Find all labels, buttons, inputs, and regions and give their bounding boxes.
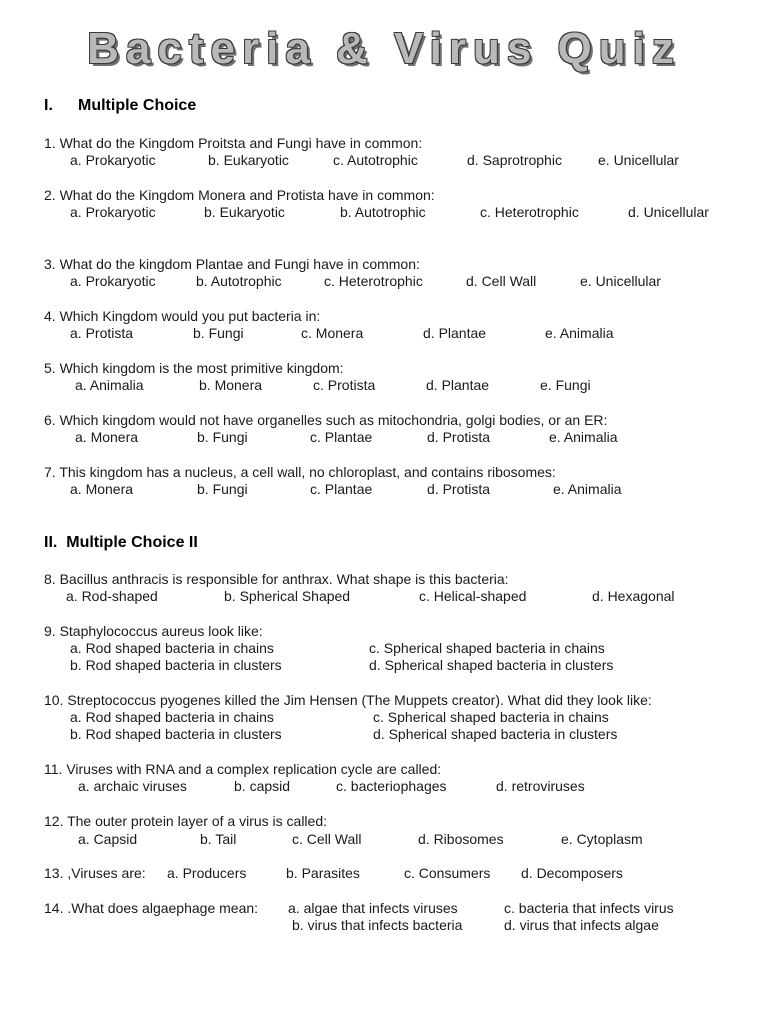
page-title: Bacteria & Virus Quiz <box>87 24 681 73</box>
answer-option[interactable]: d. Plantae <box>426 377 490 393</box>
question-6: 6. Which kingdom would not have organelles such as mitochondria, golgi bodies, or an ER: <box>44 412 608 428</box>
answer-option[interactable]: b. Tail <box>200 831 237 847</box>
answer-option[interactable]: a. Producers <box>167 865 247 881</box>
answer-option[interactable]: b. Rod shaped bacteria in clusters <box>70 657 282 673</box>
section-heading-1 <box>44 97 196 115</box>
answer-option[interactable]: a. Rod shaped bacteria in chains <box>70 640 274 656</box>
answer-option[interactable]: c. Consumers <box>404 865 491 881</box>
answer-option[interactable]: c. bacteria that infects virus <box>504 900 674 916</box>
answer-option[interactable]: d. retroviruses <box>496 778 585 794</box>
answer-option[interactable]: c. Spherical shaped bacteria in chains <box>369 640 605 656</box>
answer-option[interactable]: e. Animalia <box>553 481 622 497</box>
answer-option[interactable]: c. Heterotrophic <box>324 273 423 289</box>
answer-option[interactable]: a. archaic viruses <box>78 778 187 794</box>
answer-option[interactable]: a. Monera <box>70 481 134 497</box>
question-14: 14. .What does algaephage mean: <box>44 900 259 916</box>
question-11: 11. Viruses with RNA and a complex replication cycle are called: <box>44 761 442 777</box>
answer-option[interactable]: e. Fungi <box>540 377 591 393</box>
answer-option[interactable]: a. Protista <box>70 325 134 341</box>
answer-option[interactable]: c. Spherical shaped bacteria in chains <box>373 709 609 725</box>
question-12: 12. The outer protein layer of a virus is called: <box>44 813 328 829</box>
answer-option[interactable]: e. Unicellular <box>580 273 661 289</box>
answer-option[interactable]: b. virus that infects bacteria <box>292 917 463 933</box>
question-5: 5. Which kingdom is the most primitive kingdom: <box>44 360 344 376</box>
answer-option[interactable]: a. Rod-shaped <box>66 588 158 604</box>
answer-option[interactable]: a. Prokaryotic <box>70 204 156 220</box>
answer-option[interactable]: b. Eukaryotic <box>208 152 289 168</box>
answer-option[interactable]: d. Spherical shaped bacteria in clusters <box>369 657 614 673</box>
question-8: 8. Bacillus anthracis is responsible for anthrax. What shape is this bacteria: <box>44 571 509 587</box>
answer-option[interactable]: b. Autotrophic <box>340 204 426 220</box>
question-2: 2. What do the Kingdom Monera and Protista have in common: <box>44 187 435 203</box>
answer-option[interactable]: b. Spherical Shaped <box>224 588 351 604</box>
answer-option[interactable]: d. Cell Wall <box>466 273 537 289</box>
answer-option[interactable]: b. Eukaryotic <box>204 204 285 220</box>
section-title: Multiple Choice <box>78 97 197 114</box>
answer-option[interactable]: c. bacteriophages <box>336 778 447 794</box>
answer-option[interactable]: d. Unicellular <box>628 204 709 220</box>
answer-option[interactable]: d. Protista <box>427 481 491 497</box>
answer-option[interactable]: a. Animalia <box>75 377 144 393</box>
answer-option[interactable]: e. Animalia <box>545 325 614 341</box>
question-9: 9. Staphylococcus aureus look like: <box>44 623 263 639</box>
answer-option[interactable]: c. Heterotrophic <box>480 204 579 220</box>
answer-option[interactable]: b. Monera <box>199 377 263 393</box>
question-1: 1. What do the Kingdom Proitsta and Fungi have in common: <box>44 135 423 151</box>
question-7: 7. This kingdom has a nucleus, a cell wall, no chloroplast, and contains ribosomes: <box>44 464 556 480</box>
answer-option[interactable]: c. Autotrophic <box>333 152 418 168</box>
answer-option[interactable]: a. Monera <box>75 429 139 445</box>
section-heading-2 <box>44 534 198 552</box>
answer-option[interactable]: d. Ribosomes <box>418 831 504 847</box>
answer-option[interactable]: a. Capsid <box>78 831 138 847</box>
question-3: 3. What do the kingdom Plantae and Fungi have in common: <box>44 256 420 272</box>
answer-option[interactable]: e. Cytoplasm <box>561 831 643 847</box>
answer-option[interactable]: e. Unicellular <box>598 152 679 168</box>
answer-option[interactable]: c. Monera <box>301 325 364 341</box>
answer-option[interactable]: d. virus that infects algae <box>504 917 659 933</box>
answer-option[interactable]: d. Decomposers <box>521 865 623 881</box>
answer-option[interactable]: a. algae that infects viruses <box>288 900 458 916</box>
answer-option[interactable]: b. Rod shaped bacteria in clusters <box>70 726 282 742</box>
answer-option[interactable]: c. Helical-shaped <box>419 588 527 604</box>
answer-option[interactable]: d. Saprotrophic <box>467 152 562 168</box>
section-title: Multiple Choice II <box>66 534 198 551</box>
answer-option[interactable]: c. Protista <box>313 377 376 393</box>
answer-option[interactable]: d. Hexagonal <box>592 588 675 604</box>
question-4: 4. Which Kingdom would you put bacteria in: <box>44 308 321 324</box>
answer-option[interactable]: a. Prokaryotic <box>70 273 156 289</box>
answer-option[interactable]: b. Fungi <box>197 429 248 445</box>
section-number: I. <box>44 97 53 114</box>
answer-option[interactable]: a. Rod shaped bacteria in chains <box>70 709 274 725</box>
answer-option[interactable]: e. Animalia <box>549 429 618 445</box>
answer-option[interactable]: b. capsid <box>234 778 291 794</box>
answer-option[interactable]: c. Plantae <box>310 481 373 497</box>
section-number: II. <box>44 534 58 551</box>
question-10: 10. Streptococcus pyogenes killed the Jim Hensen (The Muppets creator). What did they look like: <box>44 692 652 708</box>
answer-option[interactable]: a. Prokaryotic <box>70 152 156 168</box>
answer-option[interactable]: b. Autotrophic <box>196 273 282 289</box>
answer-option[interactable]: b. Fungi <box>193 325 244 341</box>
answer-option[interactable]: d. Plantae <box>423 325 487 341</box>
answer-option[interactable]: c. Plantae <box>310 429 373 445</box>
answer-option[interactable]: c. Cell Wall <box>292 831 362 847</box>
answer-option[interactable]: d. Protista <box>427 429 491 445</box>
answer-option[interactable]: b. Parasites <box>286 865 360 881</box>
answer-option[interactable]: b. Fungi <box>197 481 248 497</box>
question-13: 13. ,Viruses are: <box>44 865 146 881</box>
answer-option[interactable]: d. Spherical shaped bacteria in clusters <box>373 726 618 742</box>
